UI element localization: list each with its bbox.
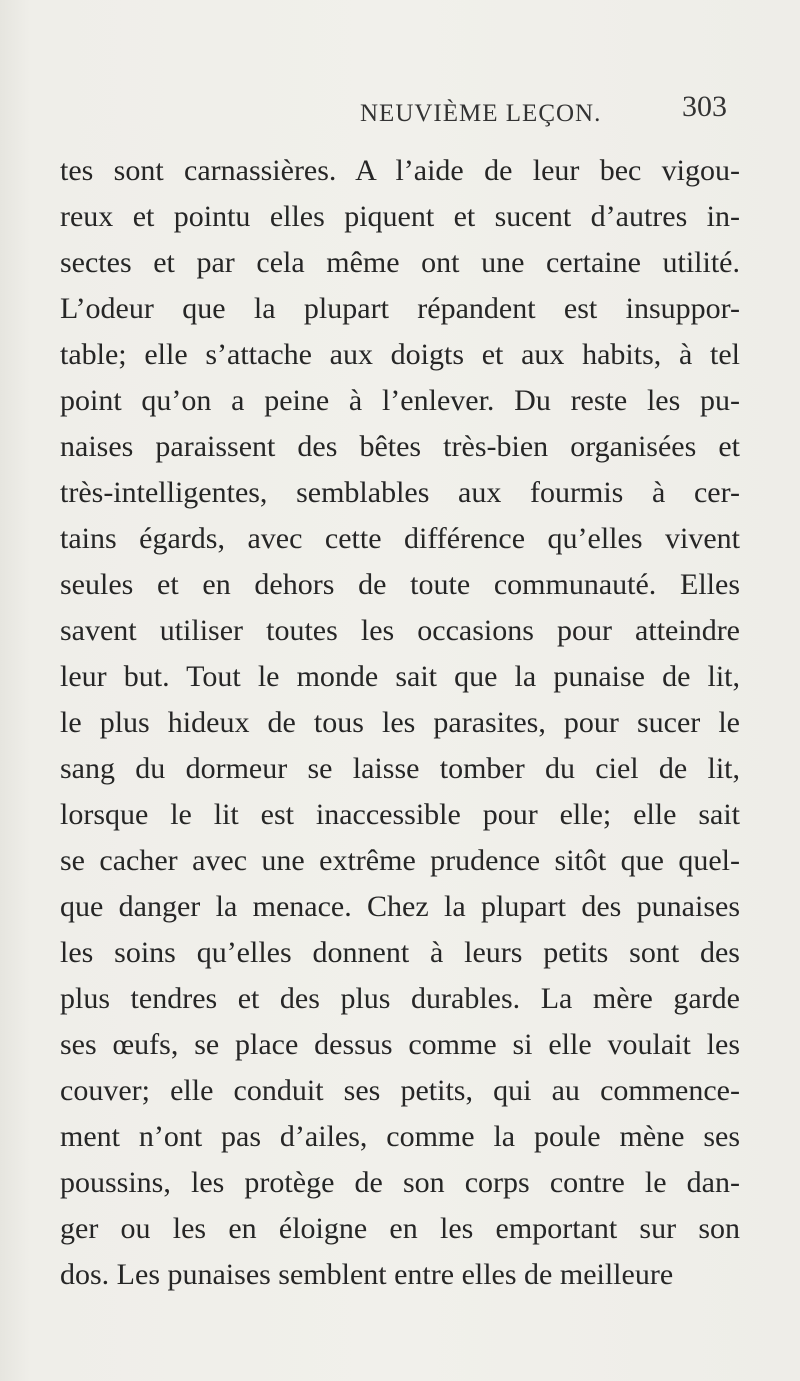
page-number: 303 — [682, 90, 727, 123]
text-line: couver; elle conduit ses petits, qui au commence- — [60, 1074, 740, 1107]
text-line: L’odeur que la plupart répandent est insuppor- — [60, 292, 740, 325]
text-line: dos. Les punaises semblent entre elles de meilleure — [60, 1258, 674, 1291]
text-line: seules et en dehors de toute communauté. Elles — [60, 568, 740, 601]
text-line: reux et pointu elles piquent et sucent d’autres in- — [60, 200, 740, 233]
running-head: NEUVIÈME LEÇON. — [360, 100, 602, 127]
text-line: ment n’ont pas d’ailes, comme la poule mène ses — [60, 1120, 740, 1153]
text-line: sang du dormeur se laisse tomber du ciel de lit, — [60, 752, 740, 785]
text-line: se cacher avec une extrême prudence sitôt que quel- — [60, 844, 740, 877]
text-line: naises paraissent des bêtes très-bien organisées et — [60, 430, 740, 463]
text-line: leur but. Tout le monde sait que la punaise de lit, — [60, 660, 740, 693]
text-line: tains égards, avec cette différence qu’elles vivent — [60, 522, 740, 555]
text-line: savent utiliser toutes les occasions pour atteindre — [60, 614, 740, 647]
text-line: que danger la menace. Chez la plupart des punaises — [60, 890, 740, 923]
text-line: lorsque le lit est inaccessible pour elle; elle sait — [60, 798, 740, 831]
text-line: ger ou les en éloigne en les emportant sur son — [60, 1212, 740, 1245]
text-line: le plus hideux de tous les parasites, pour sucer le — [60, 706, 740, 739]
text-line: très-intelligentes, semblables aux fourmis à cer- — [60, 476, 740, 509]
text-line: sectes et par cela même ont une certaine utilité. — [60, 246, 740, 279]
body-text — [60, 148, 740, 1298]
text-line: tes sont carnassières. A l’aide de leur bec vigou- — [60, 154, 740, 187]
text-line: poussins, les protège de son corps contre le dan- — [60, 1166, 740, 1199]
text-line: plus tendres et des plus durables. La mère garde — [60, 982, 740, 1015]
text-line: table; elle s’attache aux doigts et aux habits, à tel — [60, 338, 740, 371]
text-line: les soins qu’elles donnent à leurs petits sont des — [60, 936, 740, 969]
text-line: point qu’on a peine à l’enlever. Du reste les pu- — [60, 384, 740, 417]
page-header — [0, 86, 800, 136]
text-line: ses œufs, se place dessus comme si elle voulait les — [60, 1028, 740, 1061]
